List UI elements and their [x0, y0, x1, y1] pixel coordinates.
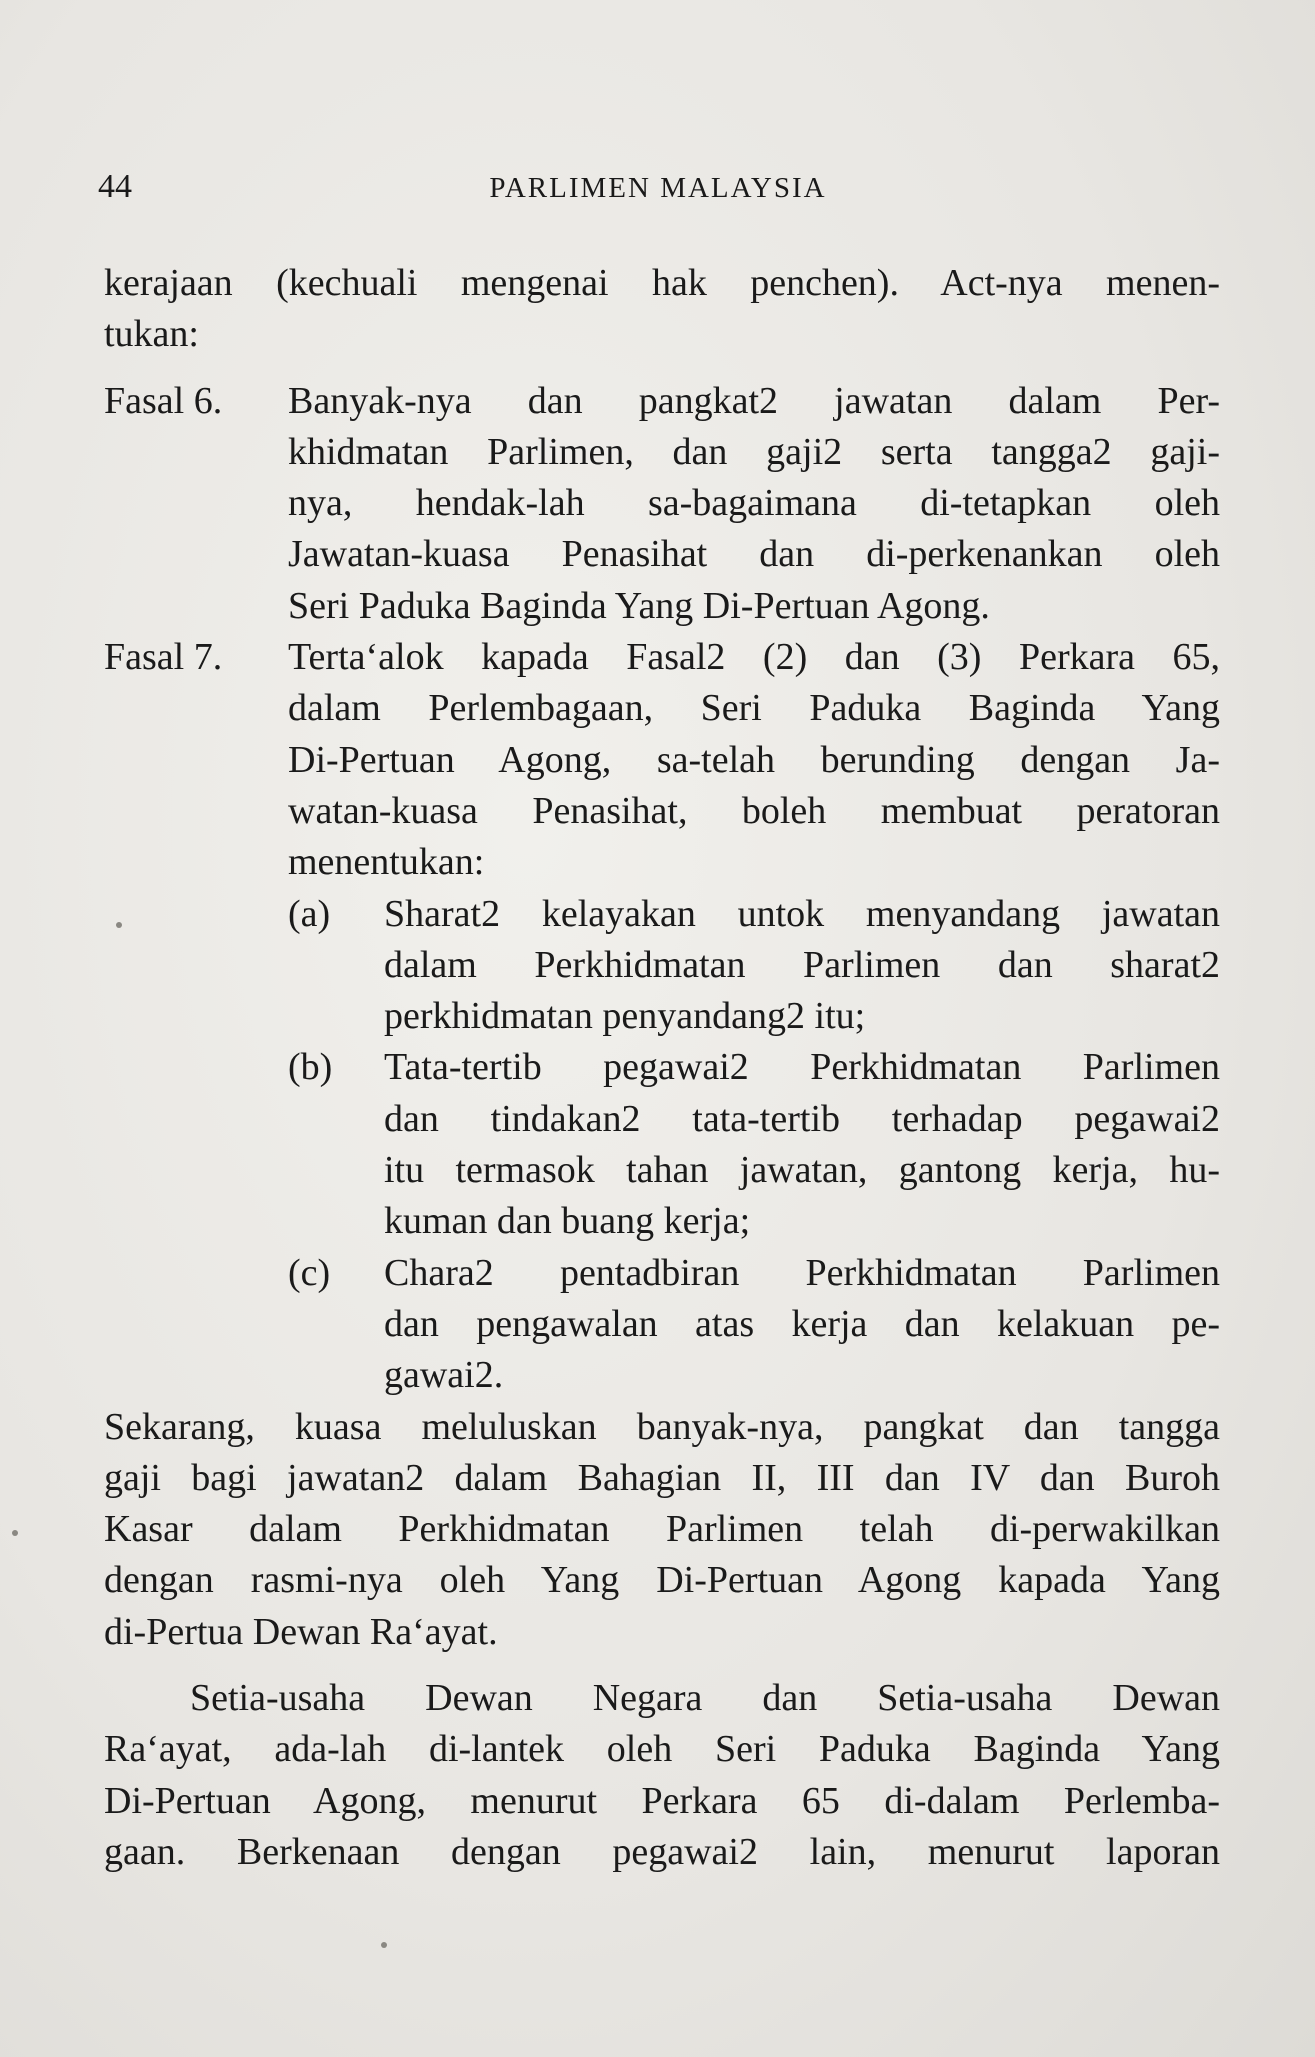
text-line: kuman dan buang kerja; [384, 1200, 751, 1243]
text-line: di-Pertua Dewan Ra‘ayat. [104, 1610, 498, 1653]
list-item-label: (b) [288, 1046, 333, 1089]
text-line: dan tindakan2 tata-tertib terhadap pegawai2 [384, 1097, 1220, 1140]
text-line: dan pengawalan atas kerja dan kelakuan pe- [384, 1302, 1220, 1345]
list-item-a [288, 889, 1220, 1043]
list-item-text [384, 1042, 1220, 1247]
paragraph-sekarang [104, 1402, 1220, 1658]
text-line: nya, hendak-lah sa-bagaimana di-tetapkan oleh [288, 482, 1220, 525]
text-line: Setia-usaha Dewan Negara dan Setia-usaha Dewan [190, 1677, 1220, 1720]
text-line: Ra‘ayat, ada-lah di-lantek oleh Seri Paduka Baginda Yang [104, 1728, 1220, 1771]
list-item-label: (c) [288, 1251, 331, 1294]
page-header [98, 168, 1218, 218]
scan-speck [116, 922, 122, 928]
text-line: gaji bagi jawatan2 dalam Bahagian II, III dan IV dan Buroh [104, 1456, 1220, 1499]
text-line: menentukan: [288, 841, 485, 884]
text-line: Di-Pertuan Agong, sa-telah berunding dengan Ja- [288, 738, 1220, 781]
intro-paragraph [104, 258, 1220, 361]
text-line: tukan: [104, 313, 199, 356]
text-line: Banyak-nya dan pangkat2 jawatan dalam Per- [288, 379, 1220, 422]
fasal-6-label: Fasal 6. [104, 379, 223, 422]
text-line: Terta‘alok kapada Fasal2 (2) dan (3) Perkara 65, [288, 636, 1220, 679]
text-line: Kasar dalam Perkhidmatan Parlimen telah di-perwakilkan [104, 1508, 1220, 1551]
text-line: khidmatan Parlimen, dan gaji2 serta tangga2 gaji- [288, 430, 1220, 473]
text-line: dalam Perlembagaan, Seri Paduka Baginda Yang [288, 687, 1220, 730]
text-line: gaan. Berkenaan dengan pegawai2 lain, menurut laporan [104, 1830, 1220, 1873]
scan-speck [12, 1530, 18, 1536]
text-line: dalam Perkhidmatan Parlimen dan sharat2 [384, 943, 1220, 986]
text-line: Seri Paduka Baginda Yang Di-Pertuan Agong. [288, 584, 990, 627]
text-line: Jawatan-kuasa Penasihat dan di-perkenankan oleh [288, 533, 1220, 576]
text-line: itu termasok tahan jawatan, gantong kerja, hu- [384, 1149, 1220, 1192]
list-item-label: (a) [288, 892, 331, 935]
list-item-c [288, 1248, 1220, 1402]
list-item-text [384, 889, 1220, 1043]
text-line: Di-Pertuan Agong, menurut Perkara 65 di-dalam Perlemba- [104, 1779, 1220, 1822]
page-body [104, 258, 1220, 1878]
running-title: PARLIMEN MALAYSIA [489, 172, 827, 204]
scan-speck [381, 1942, 387, 1948]
fasal-7 [104, 632, 1220, 1401]
paragraph-setia-usaha [104, 1673, 1220, 1878]
list-item-text [384, 1248, 1220, 1402]
text-line: watan-kuasa Penasihat, boleh membuat peratoran [288, 789, 1220, 832]
text-line: kerajaan (kechuali mengenai hak penchen). Act-nya menen- [104, 262, 1220, 304]
text-line: dengan rasmi-nya oleh Yang Di-Pertuan Agong kapada Yang [104, 1559, 1220, 1602]
list-item-b [288, 1042, 1220, 1247]
text-line: Sekarang, kuasa meluluskan banyak-nya, pangkat dan tangga [104, 1405, 1220, 1448]
text-line: gawai2. [384, 1354, 504, 1397]
page-number: 44 [98, 168, 132, 205]
fasal-6-text [288, 376, 1220, 632]
text-line: perkhidmatan penyandang2 itu; [384, 995, 866, 1038]
text-line: Tata-tertib pegawai2 Perkhidmatan Parlimen [384, 1046, 1220, 1089]
fasal-6 [104, 376, 1220, 632]
text-line: Chara2 pentadbiran Perkhidmatan Parlimen [384, 1251, 1220, 1294]
text-line: Sharat2 kelayakan untok menyandang jawatan [384, 892, 1220, 935]
fasal-7-label: Fasal 7. [104, 636, 223, 679]
fasal-7-text [288, 632, 1220, 1401]
